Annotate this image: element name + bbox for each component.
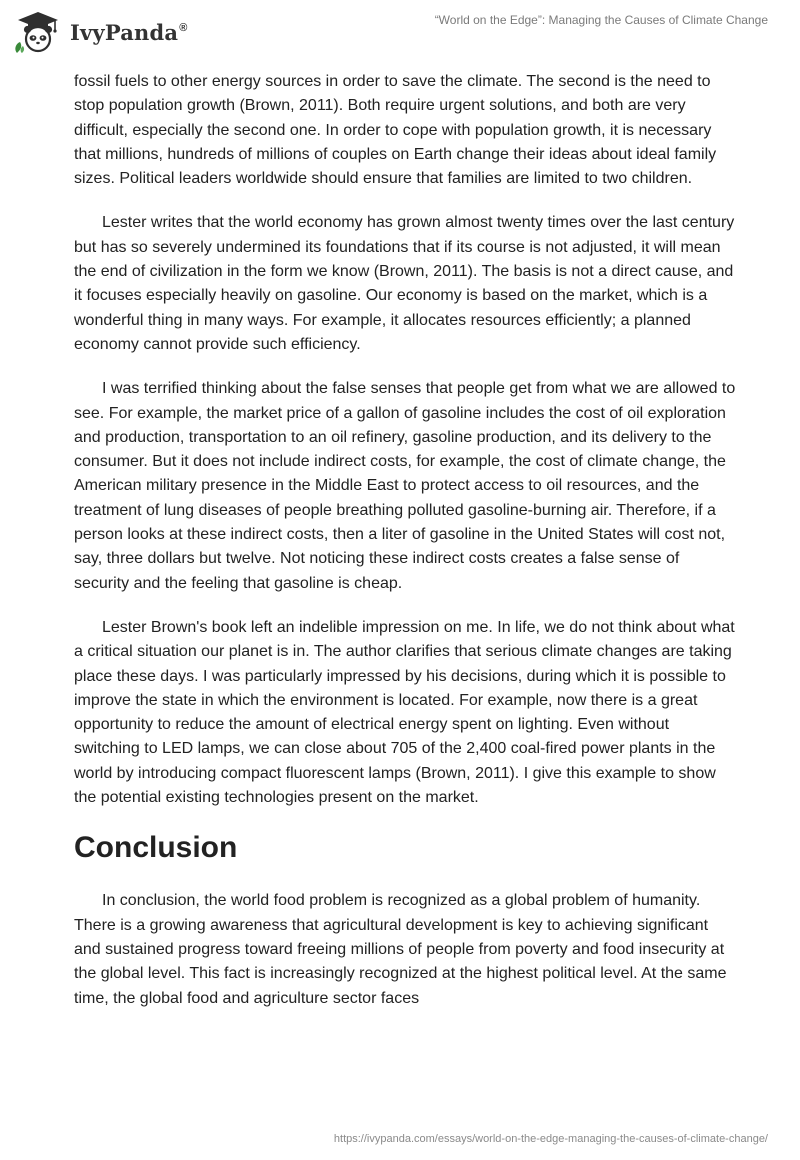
paragraph: Lester Brown's book left an indelible impression on me. In life, we do not think about what a critical situation our planet is in. The author clarifies that serious climate changes are taking place these days. I was particularly impressed by his decisions, during which it is possible to improve the state in which the environment is located. For example, now there is a great opportunity to reduce the amount of electrical energy spent on lighting. Even without switching to LED lamps, we can close about 705 of the 2,400 coal-fired power plants in the world by introducing compact fluorescent lamps (Brown, 2011). I give this example to show the potential existing technologies present on the market. — [74, 618, 735, 807]
paragraph: In conclusion, the world food problem is recognized as a global problem of humanity. There is a growing awareness that agricultural development is key to achieving significant and sustained progress toward freeing millions of people from poverty and food insecurity at the global level. This fact is increasingly recognized at the highest political level. At the same time, the global food and agriculture sector faces — [74, 892, 727, 1007]
page-header — [0, 0, 800, 70]
brand-name: IvyPanda® — [70, 19, 188, 45]
essay-body — [74, 70, 736, 1031]
paragraph: fossil fuels to other energy sources in order to save the climate. The second is the need to stop population growth (Brown, 2011). Both require urgent solutions, and both are very difficult, especially the second one. In order to cope with population growth, it is necessary that millions, hundreds of millions of couples on Earth change their ideas about ideal family sizes. Political leaders worldwide should ensure that families are limited to two children. — [74, 73, 717, 188]
section-heading: Conclusion — [74, 831, 238, 865]
paragraph: I was terrified thinking about the false senses that people get from what we are allowed to see. For example, the market price of a gallon of gasoline includes the cost of oil exploration and production, transportation to an oil refinery, gasoline production, and its delivery to the consumer. But it does not include indirect costs, for example, the cost of climate change, the American military presence in the Middle East to protect access to oil resources, and the treatment of lung diseases of people breathing polluted gasoline-burning air. Therefore, if a person looks at these indirect costs, then a liter of gasoline in the United States will cost not, say, three dollars but twelve. Not noticing these indirect costs creates a false sense of security and the feeling that gasoline is cheap. — [74, 380, 736, 592]
ivypanda-logo[interactable] — [14, 10, 188, 54]
document-title: “World on the Edge”: Managing the Causes of Climate Change — [434, 13, 768, 27]
graduation-panda-icon — [14, 10, 62, 54]
source-url[interactable]: https://ivypanda.com/essays/world-on-the-edge-managing-the-causes-of-climate-change/ — [333, 1133, 768, 1145]
paragraph: Lester writes that the world economy has grown almost twenty times over the last century but has so severely undermined its foundations that if its course is not adjusted, it will mean the end of civilization in the form we know (Brown, 2011). The basis is not a direct cause, and it focuses especially heavily on gasoline. Our economy is based on the market, which is a wonderful thing in many ways. For example, it allocates resources efficiently; a planned economy cannot provide such efficiency. — [74, 214, 735, 353]
